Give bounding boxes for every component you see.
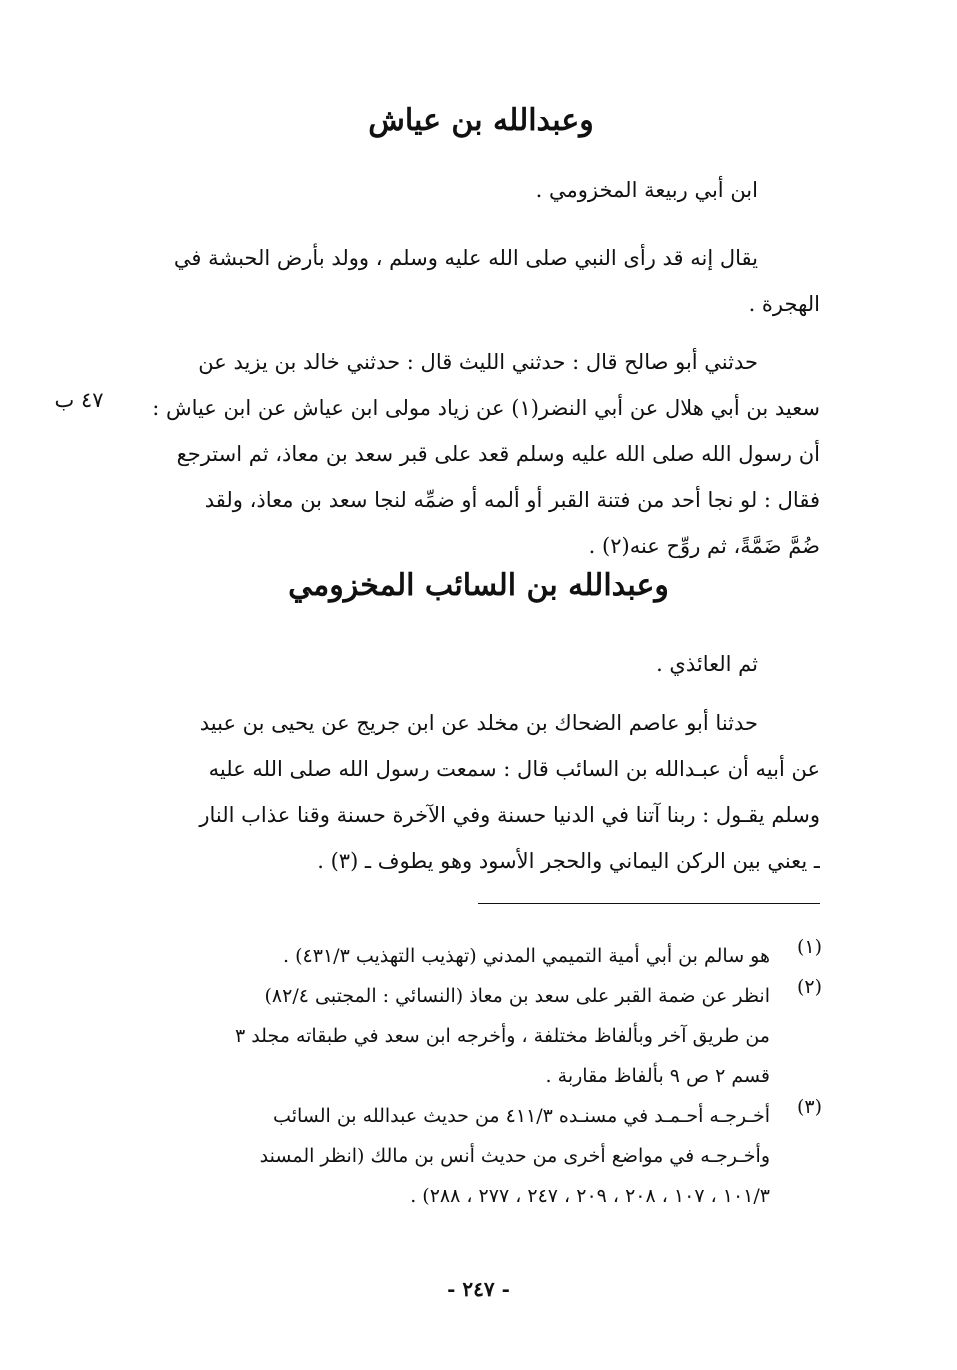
text-line: أن رسول الله صلى الله عليه وسلم قعد على قبر سعد بن معاذ، ثم استرجع xyxy=(176,442,820,466)
text-line: الهجرة . xyxy=(748,292,820,316)
page-number: - ٢٤٧ - xyxy=(447,1277,510,1301)
text-line: يقال إنه قد رأى النبي صلى الله عليه وسلم ، وولد بأرض الحبشة في xyxy=(173,246,758,270)
section-heading-abdullah-ibn-ayyash: وعبدالله بن عياش xyxy=(368,103,594,138)
section-heading-abdullah-ibn-al-saib: وعبدالله بن السائب المخزومي xyxy=(288,568,669,603)
text-line: وسلم يقـول : ربنا آتنا في الدنيا حسنة وفي الآخرة حسنة وقنا عذاب النار xyxy=(199,803,820,827)
margin-folio-note: ٤٧ ب xyxy=(54,388,104,412)
footnote-number: (١) xyxy=(796,936,822,958)
text-line: عن أبيه أن عبـدالله بن السائب قال : سمعت رسول الله صلى الله عليه xyxy=(208,757,820,781)
text-line: ابن أبي ربيعة المخزومي . xyxy=(535,178,758,202)
text-line: ثم العائذي . xyxy=(656,652,758,676)
text-line: حدثنا أبو عاصم الضحاك بن مخلد عن ابن جريج عن يحيى بن عبيد xyxy=(199,711,758,735)
footnote-2 xyxy=(150,976,822,1096)
footnote-line: قسم ٢ ص ٩ بألفاظ مقاربة . xyxy=(545,1065,770,1087)
footnote-number: (٢) xyxy=(796,976,822,998)
footnote-line: أخـرجـه أحـمـد في مسنـده ٤١١/٣ من حديث عبدالله بن السائب xyxy=(273,1105,770,1127)
footnote-line: هو سالم بن أبي أمية التميمي المدني (تهذيب التهذيب ٤٣١/٣) . xyxy=(283,945,770,967)
footnote-number: (٣) xyxy=(796,1096,822,1118)
paragraph-lineage-2 xyxy=(136,641,820,687)
text-line: فقال : لو نجا أحد من فتنة القبر أو ألمه أو ضمِّه لنجا سعد بن معاذ، ولقد xyxy=(204,488,820,512)
text-line: حدثني أبو صالح قال : حدثني الليث قال : حدثني خالد بن يزيد عن xyxy=(198,350,758,374)
paragraph-hadith-2 xyxy=(136,700,820,884)
footnotes xyxy=(150,936,822,1216)
footnote-line: من طريق آخر وبألفاظ مختلفة ، وأخرجه ابن سعد في طبقاته مجلد ٣ xyxy=(234,1025,770,1047)
footnote-3 xyxy=(150,1096,822,1216)
footnote-1 xyxy=(150,936,822,976)
paragraph-lineage-1 xyxy=(136,167,820,213)
text-line: ـ يعني بين الركن اليماني والحجر الأسود وهو يطوف ـ (٣) . xyxy=(317,849,820,873)
paragraph-hadith-1 xyxy=(136,339,820,569)
footnote-line: انظر عن ضمة القبر على سعد بن معاذ (النسائي : المجتبى ٨٢/٤) xyxy=(264,985,770,1007)
footnote-line: وأخـرجـه في مواضع أخرى من حديث أنس بن مالك (انظر المسند xyxy=(259,1145,770,1167)
paragraph-biography-1 xyxy=(136,235,820,327)
footnote-separator xyxy=(478,903,820,904)
text-line: ضُمَّ ضَمَّةً، ثم روِّح عنه(٢) . xyxy=(588,534,820,558)
text-line: سعيد بن أبي هلال عن أبي النضر(١) عن زياد مولى ابن عياش عن ابن عياش : xyxy=(152,396,820,420)
footnote-line: ١٠١/٣ ، ١٠٧ ، ٢٠٨ ، ٢٠٩ ، ٢٤٧ ، ٢٧٧ ، ٢٨٨) . xyxy=(410,1185,770,1207)
